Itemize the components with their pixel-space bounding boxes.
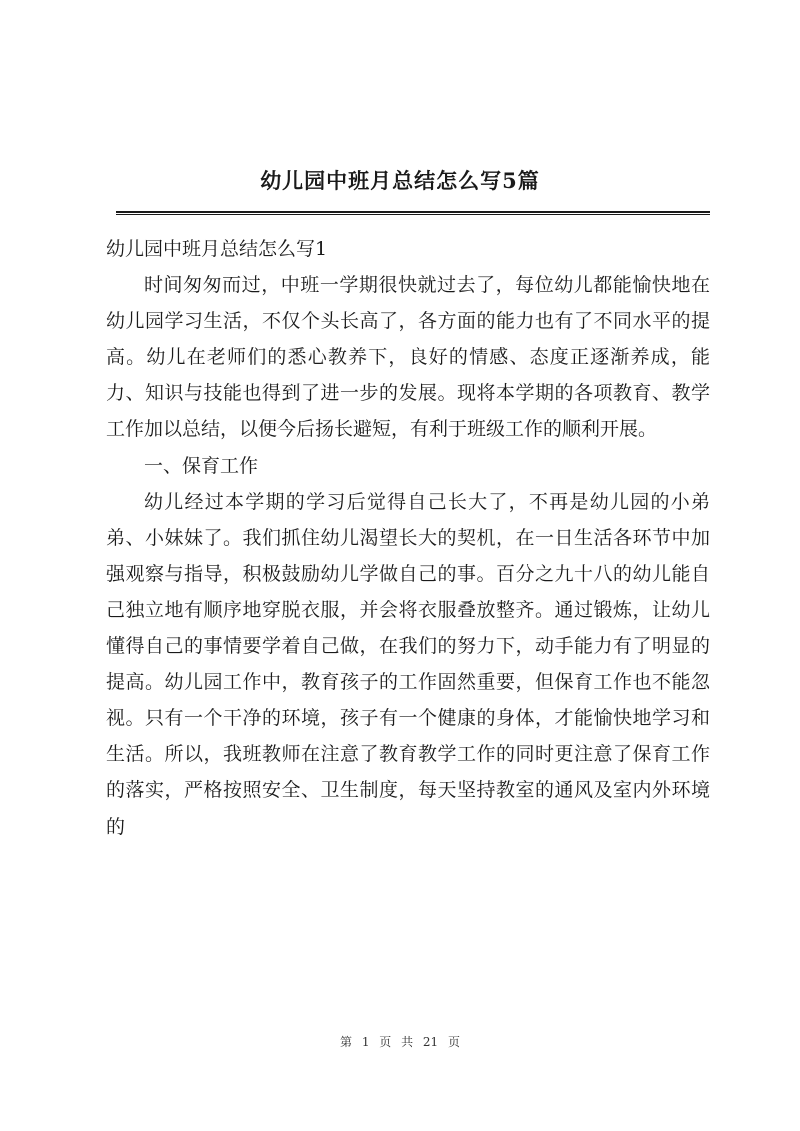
page-footer: 第 1 页 共 21 页 [340, 1035, 460, 1049]
paragraph-childcare: 幼儿经过本学期的学习后觉得自己长大了，不再是幼儿园的小弟弟、小妹妹了。我们抓住幼儿渴望长大的契机，在一日生活各环节中加强观察与指导，积极鼓励幼儿学做自己的事。百分之九十八的幼儿能自己独立地有顺序地穿脱衣服，并会将衣服叠放整齐。通过锻炼，让幼儿懂得自己的事情要学着自己做，在我们的努力下，动手能力有了明显的提高。幼儿园工作中，教育孩子的工作固然重要，但保育工作也不能忽视。只有一个干净的环境，孩子有一个健康的身体，才能愉快地学习和生活。所以，我班教师在注意了教育教学工作的同时更注意了保育工作的落实，严格按照安全、卫生制度，每天坚持教室的通风及室内外环境的 [106, 490, 710, 838]
document-body [106, 231, 710, 845]
subheading-childcare: 一、保育工作 [144, 454, 259, 477]
section-heading: 幼儿园中班月总结怎么写1 [106, 238, 328, 260]
title-divider [116, 211, 710, 215]
document-title: 幼儿园中班月总结怎么写5篇 [260, 168, 540, 193]
paragraph-intro: 时间匆匆而过，中班一学期很快就过去了，每位幼儿都能愉快地在幼儿园学习生活，不仅个头长高了，各方面的能力也有了不同水平的提高。幼儿在老师们的悉心教养下，良好的情感、态度正逐渐养成，能力、知识与技能也得到了进一步的发展。现将本学期的各项教育、教学工作加以总结，以便今后扬长避短，有利于班级工作的顺利开展。 [106, 274, 710, 441]
